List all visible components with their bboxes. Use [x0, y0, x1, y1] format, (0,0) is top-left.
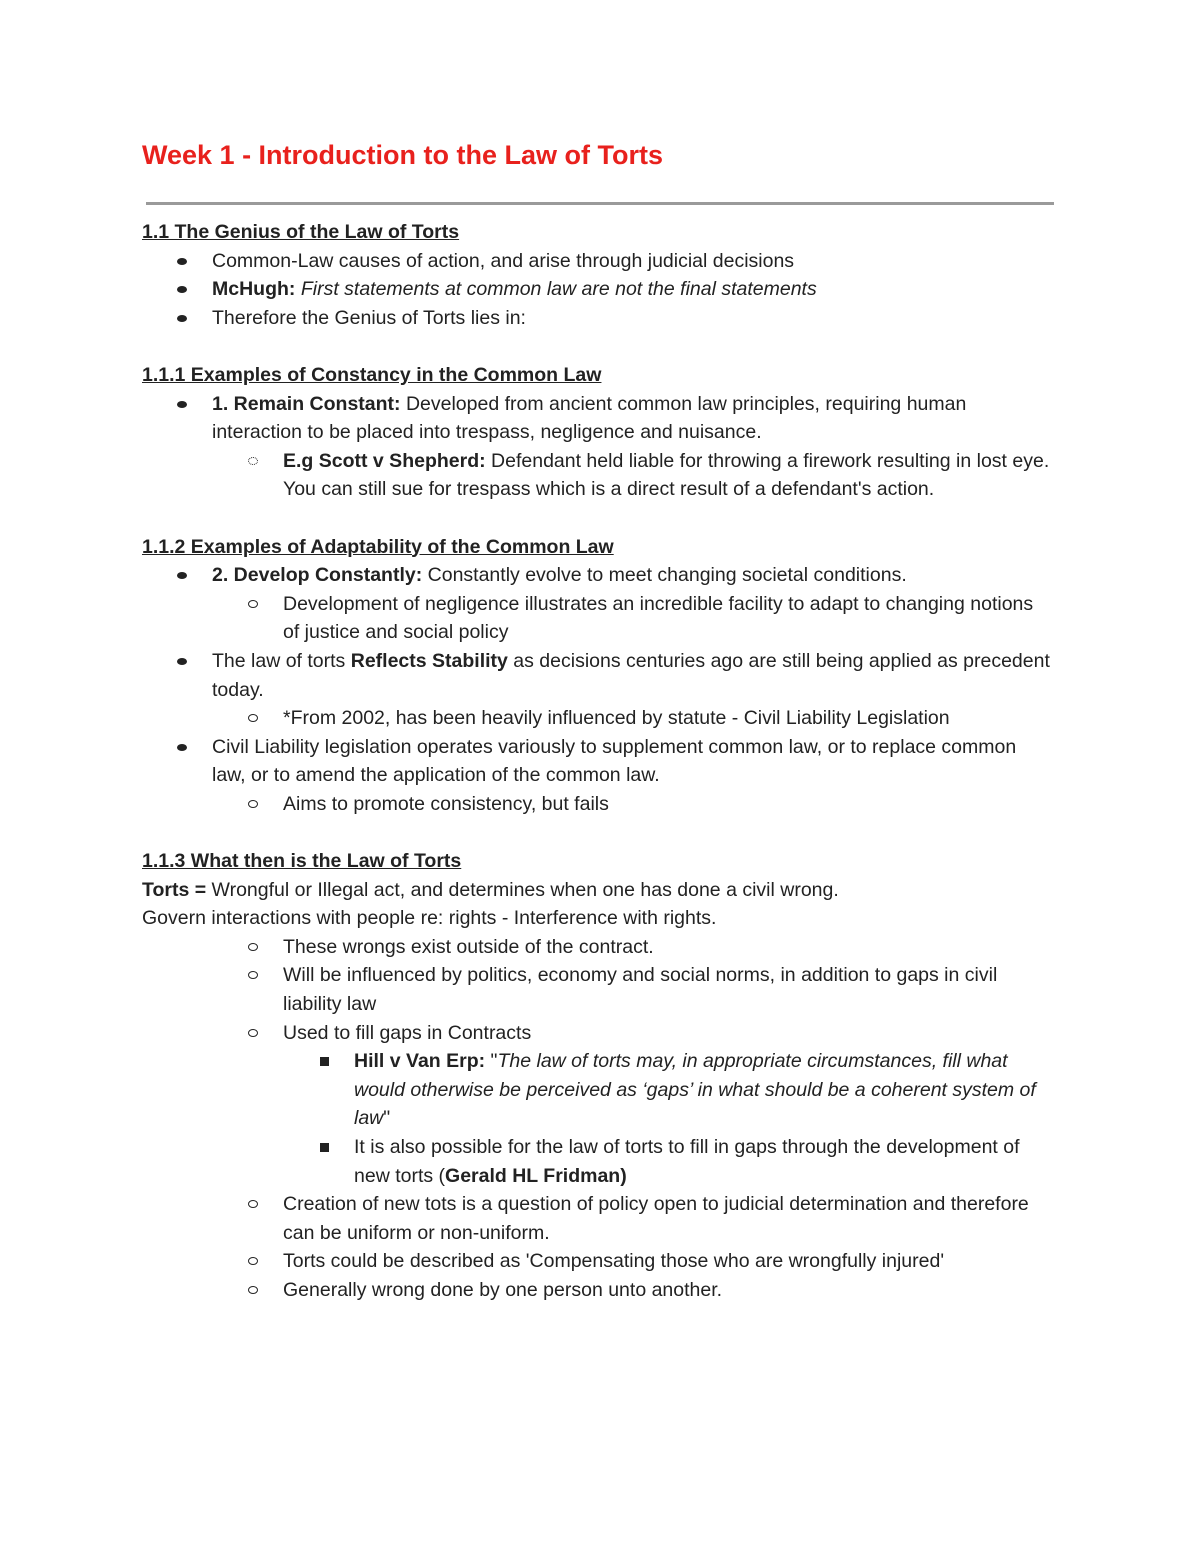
- list-item: [142, 647, 1054, 704]
- section-1-1-3: [142, 847, 1054, 1305]
- list-item-text: The law of torts: [212, 649, 346, 672]
- circle-bullet-icon: [243, 790, 263, 808]
- sub-sub-list-item: [142, 1133, 1054, 1190]
- list-item: [142, 304, 1054, 333]
- sub-list-item: [142, 1190, 1054, 1247]
- list-item-text: These wrongs exist outside of the contract.: [283, 935, 654, 958]
- document-body: [142, 218, 1054, 1305]
- circle-bullet-icon: [243, 933, 263, 951]
- list-item: [142, 390, 1054, 447]
- case-name: McHugh:: [212, 278, 296, 301]
- bullet-icon: [172, 561, 192, 579]
- section-1-1-2: [142, 533, 1054, 819]
- case-quote: The law of torts may, in appropriate circumstances, fill what would otherwise be perceived as ‘gaps’ in what should be a coherent system of law: [354, 1050, 1036, 1130]
- list-item: [142, 733, 1054, 790]
- sub-list-item: [142, 961, 1054, 1018]
- definition-text: Wrongful or Illegal act, and determines when one has done a civil wrong.: [211, 878, 839, 901]
- bullet-icon: [172, 647, 192, 665]
- list-item-text: as decisions centuries ago are still being applied as precedent today.: [212, 649, 1050, 701]
- sub-list-item: [142, 1276, 1054, 1305]
- list-item-text: Generally wrong done by one person unto another.: [283, 1278, 723, 1301]
- circle-bullet-icon: [243, 1247, 263, 1265]
- section-heading: 1.1.2 Examples of Adaptability of the Common Law: [142, 535, 614, 558]
- list-item-text: Used to fill gaps in Contracts: [283, 1021, 532, 1044]
- list-item-text: *From 2002, has been heavily influenced by statute - Civil Liability Legislation: [283, 707, 950, 730]
- sub-list-item: [142, 704, 1054, 733]
- case-quote: First statements at common law are not the final statements: [300, 278, 817, 301]
- quote-mark: ": [383, 1107, 391, 1130]
- case-name: Hill v Van Erp:: [354, 1050, 486, 1073]
- definition-line: [142, 876, 1054, 905]
- horizontal-rule: [146, 202, 1054, 205]
- list-item-label: 2. Develop Constantly:: [212, 564, 423, 587]
- list-item-label: 1. Remain Constant:: [212, 392, 401, 415]
- section-1-1-1: [142, 361, 1054, 504]
- list-item-text: Common-Law causes of action, and arise through judicial decisions: [212, 249, 795, 272]
- list-item-text: Therefore the Genius of Torts lies in:: [212, 306, 526, 329]
- definition-term: Torts =: [142, 878, 207, 901]
- case-name: E.g Scott v Shepherd:: [283, 449, 486, 472]
- circle-bullet-icon: [243, 1019, 263, 1037]
- bullet-icon: [172, 247, 192, 265]
- list-item-text: Will be influenced by politics, economy and social norms, in addition to gaps in civil liability law: [283, 964, 998, 1016]
- list-item-text: Aims to promote consistency, but fails: [283, 792, 609, 815]
- sub-list-item: [142, 790, 1054, 819]
- list-item: [142, 561, 1054, 590]
- sub-list-item: [142, 933, 1054, 962]
- circle-bullet-icon: [243, 1190, 263, 1208]
- list-item-text: It is also possible for the law of torts to fill in gaps through the development of new torts (: [354, 1136, 1020, 1187]
- list-item-text: Creation of new tots is a question of policy open to judicial determination and therefore can be uniform or non-uniform.: [283, 1193, 1029, 1244]
- circle-bullet-icon: [243, 704, 263, 722]
- section-heading: 1.1 The Genius of the Law of Torts: [142, 221, 460, 243]
- circle-bullet-icon: [243, 1276, 263, 1294]
- section-heading: 1.1.1 Examples of Constancy in the Common Law: [142, 363, 602, 386]
- sub-list-item: [142, 1019, 1054, 1048]
- sub-list-item: [142, 590, 1054, 647]
- list-item-text: Constantly evolve to meet changing societal conditions.: [427, 564, 907, 587]
- list-item: [142, 247, 1054, 276]
- circle-bullet-icon: [243, 590, 263, 608]
- bullet-icon: [172, 304, 192, 322]
- bullet-icon: [172, 390, 192, 408]
- list-item: [142, 275, 1054, 304]
- sub-list-item: [142, 1247, 1054, 1276]
- author-name: Gerald HL Fridman): [445, 1164, 627, 1187]
- sub-sub-list-item: [142, 1047, 1054, 1133]
- list-item-text: Civil Liability legislation operates variously to supplement common law, or to replace common law, or to amend the application of the common law.: [212, 735, 1017, 787]
- list-item-text: Developed from ancient common law principles, requiring human interaction to be placed into trespass, negligence and nuisance.: [212, 392, 967, 444]
- circle-bullet-icon: [243, 447, 263, 465]
- body-line: Govern interactions with people re: rights - Interference with rights.: [142, 907, 717, 930]
- section-heading: 1.1.3 What then is the Law of Torts: [142, 850, 462, 873]
- sub-list-item: [142, 447, 1054, 504]
- section-1-1: [142, 218, 1054, 332]
- quote-mark: ": [490, 1050, 498, 1073]
- bullet-icon: [172, 275, 192, 293]
- list-item-text: Torts could be described as 'Compensating those who are wrongfully injured': [283, 1250, 945, 1273]
- emphasis-text: Reflects Stability: [350, 649, 508, 672]
- bullet-icon: [172, 733, 192, 751]
- list-item-text: Development of negligence illustrates an incredible facility to adapt to changing notions of justice and social policy: [283, 592, 1034, 644]
- square-bullet-icon: [314, 1133, 334, 1152]
- circle-bullet-icon: [243, 961, 263, 979]
- list-item-text: Defendant held liable for throwing a firework resulting in lost eye. You can still sue for trespass which is a direct result of a defendant's action.: [283, 449, 1050, 501]
- square-bullet-icon: [314, 1047, 334, 1066]
- page-title: Week 1 - Introduction to the Law of Torts: [142, 140, 664, 170]
